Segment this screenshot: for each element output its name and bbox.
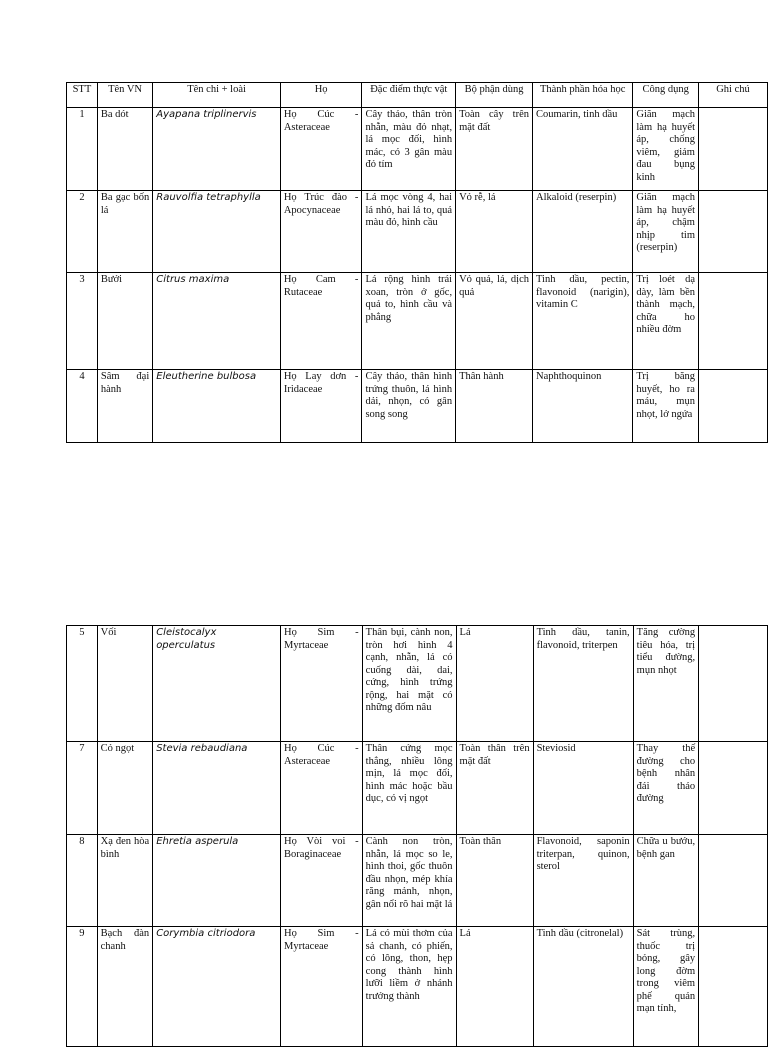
cell-ghi-chu	[698, 108, 767, 191]
cell-ghi-chu	[699, 835, 768, 927]
cell-dac-diem: Thân cứng mọc thẳng, nhiều lông mịn, lá mọc đối, hình mác hoặc bầu dục, có vị ngọt	[362, 742, 456, 835]
table-row	[67, 273, 768, 370]
cell-ho: Họ Cúc - Asteraceae	[281, 742, 363, 835]
cell-stt: 4	[67, 370, 98, 443]
table-row	[67, 370, 768, 443]
cell-bo-phan: Vỏ rễ, lá	[456, 191, 533, 273]
cell-stt: 9	[67, 927, 98, 1047]
table-row	[67, 626, 768, 742]
cell-bo-phan: Toàn cây trên mặt đất	[456, 108, 533, 191]
table-header-row	[67, 83, 768, 108]
cell-ho: Họ Sim - Myrtaceae	[281, 626, 363, 742]
cell-dac-diem: Lá có mùi thơm của sả chanh, có phiến, có lông, thon, hẹp cong thành hình lưỡi liềm ở nhánh trưởng thành	[362, 927, 456, 1047]
header-bo-phan: Bộ phận dùng	[456, 83, 533, 108]
cell-stt: 1	[67, 108, 98, 191]
cell-ho: Họ Cam - Rutaceae	[280, 273, 362, 370]
cell-stt: 8	[67, 835, 98, 927]
herb-table-1	[66, 82, 768, 443]
cell-dac-diem: Thân bụi, cành non, tròn hơi hình 4 cạnh, nhẵn, lá có cuống dài, dai, cứng, hình trứng rộng, hai mặt có những đốm nâu	[362, 626, 456, 742]
cell-thanh-phan: Naphthoquinon	[533, 370, 633, 443]
herb-table-2	[66, 625, 768, 1047]
cell-cong-dung: Trị loét dạ dày, làm bền thành mạch, chữa ho nhiều đờm	[633, 273, 699, 370]
cell-bo-phan: Lá	[456, 626, 533, 742]
cell-ten-vn: Sâm đại hành	[97, 370, 152, 443]
cell-cong-dung: Trị băng huyết, ho ra máu, mụn nhọt, lở ngứa	[633, 370, 699, 443]
cell-ghi-chu	[699, 626, 768, 742]
cell-ten-vn: Xạ đen hòa bình	[97, 835, 153, 927]
cell-cong-dung: Giãn mạch làm hạ huyết áp, chậm nhịp tim (reserpin)	[633, 191, 699, 273]
cell-ten-vn: Cỏ ngọt	[97, 742, 153, 835]
cell-ten-vn: Bạch đàn chanh	[97, 927, 153, 1047]
cell-ten-khoa-hoc: Rauvolfia tetraphylla	[153, 191, 281, 273]
cell-dac-diem: Cành non tròn, nhẵn, lá mọc so le, hình thoi, gốc thuôn đầu nhọn, mép khía răng mảnh, nhọn, gân nổi rõ hai mặt lá	[362, 835, 456, 927]
cell-cong-dung: Thay thế đường cho bệnh nhân đái tháo đường	[633, 742, 698, 835]
cell-ten-vn: Bưởi	[97, 273, 152, 370]
cell-bo-phan: Toàn thân trên mặt đất	[456, 742, 533, 835]
cell-thanh-phan: Alkaloid (reserpin)	[533, 191, 633, 273]
cell-ten-khoa-hoc: Citrus maxima	[153, 273, 281, 370]
cell-thanh-phan: Steviosid	[533, 742, 633, 835]
cell-dac-diem: Cây thảo, thân hình trứng thuôn, lá hình dải, nhọn, có gân song song	[362, 370, 456, 443]
cell-stt: 7	[67, 742, 98, 835]
cell-ten-vn: Ba dót	[97, 108, 152, 191]
header-thanh-phan: Thành phần hóa học	[533, 83, 633, 108]
cell-ho: Họ Vòi voi - Boraginaceae	[281, 835, 363, 927]
header-dac-diem: Đặc điểm thực vật	[362, 83, 456, 108]
cell-dac-diem: Lá mọc vòng 4, hai lá nhỏ, hai lá to, quả màu đỏ, hình cầu	[362, 191, 456, 273]
header-stt: STT	[67, 83, 98, 108]
cell-cong-dung: Chữa u bướu, bệnh gan	[633, 835, 698, 927]
header-ten-vn: Tên VN	[97, 83, 152, 108]
cell-ho: Họ Sim - Myrtaceae	[281, 927, 363, 1047]
cell-bo-phan: Vỏ quả, lá, dịch quả	[456, 273, 533, 370]
cell-ten-khoa-hoc: Corymbia citriodora	[153, 927, 281, 1047]
cell-stt: 3	[67, 273, 98, 370]
cell-ho: Họ Lay dơn - Iridaceae	[280, 370, 362, 443]
cell-ghi-chu	[699, 742, 768, 835]
cell-ghi-chu	[698, 370, 767, 443]
cell-ten-khoa-hoc: Ayapana triplinervis	[153, 108, 281, 191]
cell-ten-khoa-hoc: Eleutherine bulbosa	[153, 370, 281, 443]
cell-bo-phan: Thân hành	[456, 370, 533, 443]
cell-ho: Họ Trúc đào - Apocynaceae	[280, 191, 362, 273]
header-ten-chi-loai: Tên chi + loài	[153, 83, 281, 108]
cell-dac-diem: Cây thảo, thân tròn nhẵn, màu đỏ nhạt, lá mọc đối, hình mác, có 3 gân màu đỏ tím	[362, 108, 456, 191]
cell-thanh-phan: Coumarin, tinh dầu	[533, 108, 633, 191]
cell-cong-dung: Sát trùng, thuốc trị bỏng, gây long đờm trong viêm phế quản mạn tính,	[633, 927, 698, 1047]
header-ghi-chu: Ghi chú	[698, 83, 767, 108]
cell-stt: 5	[67, 626, 98, 742]
header-cong-dung: Công dụng	[633, 83, 699, 108]
cell-ten-khoa-hoc: Ehretia asperula	[153, 835, 281, 927]
cell-bo-phan: Lá	[456, 927, 533, 1047]
cell-ho: Họ Cúc - Asteraceae	[280, 108, 362, 191]
cell-cong-dung: Giãn mạch làm hạ huyết áp, chống viêm, giảm đau bụng kinh	[633, 108, 699, 191]
cell-thanh-phan: Tinh dầu (citronelal)	[533, 927, 633, 1047]
cell-dac-diem: Lá rộng hình trái xoan, tròn ở gốc, quả to, hình cầu và phẳng	[362, 273, 456, 370]
cell-ten-khoa-hoc: Stevia rebaudiana	[153, 742, 281, 835]
cell-thanh-phan: Tinh dầu, pectin, flavonoid (narigin), vitamin C	[533, 273, 633, 370]
cell-thanh-phan: Flavonoid, saponin triterpan, quinon, sterol	[533, 835, 633, 927]
cell-stt: 2	[67, 191, 98, 273]
header-ho: Họ	[280, 83, 362, 108]
cell-ghi-chu	[698, 191, 767, 273]
cell-bo-phan: Toàn thân	[456, 835, 533, 927]
cell-ghi-chu	[698, 273, 767, 370]
cell-ghi-chu	[699, 927, 768, 1047]
cell-ten-vn: Vối	[97, 626, 153, 742]
table-row	[67, 927, 768, 1047]
table-row	[67, 108, 768, 191]
cell-cong-dung: Tăng cường tiêu hóa, trị tiểu đường, mụn nhọt	[633, 626, 698, 742]
cell-ten-khoa-hoc: Cleistocalyx operculatus	[153, 626, 281, 742]
table-row	[67, 742, 768, 835]
table-row	[67, 835, 768, 927]
cell-thanh-phan: Tinh dầu, tanin, flavonoid, triterpen	[533, 626, 633, 742]
table-row	[67, 191, 768, 273]
cell-ten-vn: Ba gạc bốn lá	[97, 191, 152, 273]
